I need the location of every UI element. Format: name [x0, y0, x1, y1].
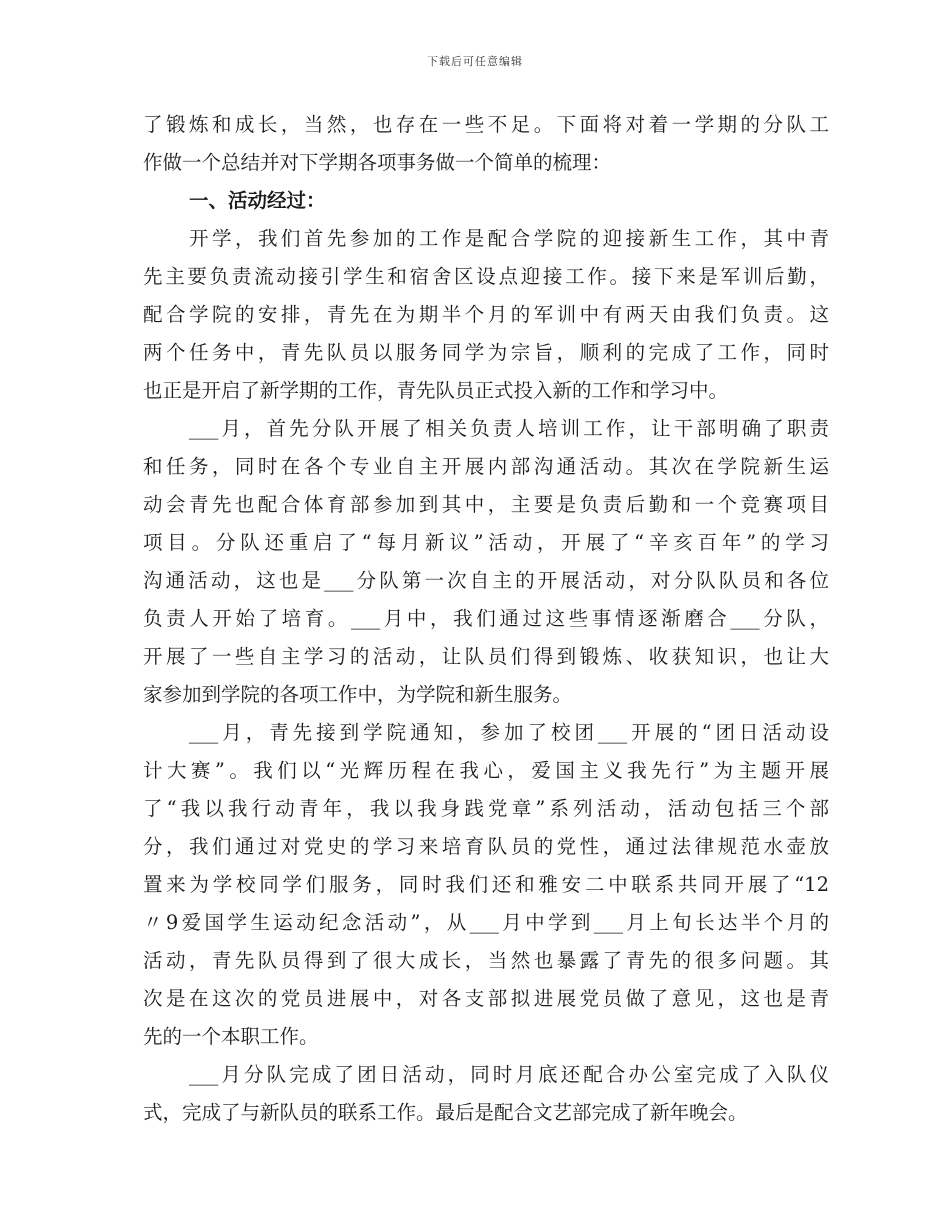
text-line: 开学，我们首先参加的工作是配合学院的迎接新生工作，其中青 [189, 227, 829, 250]
text-line: 置来为学校同学们服务，同时我们还和雅安二中联系共同开展了“12 [143, 873, 829, 896]
text-line: 项目。分队还重启了“每月新议”活动，开展了“辛亥百年”的学习 [143, 531, 829, 554]
text-line: 开展了一些自主学习的活动，让队员们得到锻炼、收获知识，也让大 [143, 645, 829, 668]
section-heading: 一、活动经过： [189, 189, 326, 212]
text-line: 沟通活动，这也是___分队第一次自主的开展活动，对分队队员和各位 [143, 569, 829, 592]
text-line: 两个任务中，青先队员以服务同学为宗旨，顺利的完成了工作，同时 [143, 341, 829, 364]
text-line: 了“我以我行动青年，我以我身践党章”系列活动，活动包括三个部 [143, 797, 829, 820]
text-line: ___月，首先分队开展了相关负责人培训工作，让干部明确了职责 [189, 417, 829, 440]
text-line: 动会青先也配合体育部参加到其中，主要是负责后勤和一个竞赛项目 [143, 493, 829, 516]
text-line: 式，完成了与新队员的联系工作。最后是配合文艺部完成了新年晚会。 [143, 1101, 748, 1124]
text-line: 〃9爱国学生运动纪念活动”，从___月中学到___月上旬长达半个月的 [143, 911, 829, 934]
text-line: 和任务，同时在各个专业自主开展内部沟通活动。其次在学院新生运 [143, 455, 829, 478]
text-line: 活动，青先队员得到了很大成长，当然也暴露了青先的很多问题。其 [143, 949, 829, 972]
text-line: 了锻炼和成长，当然，也存在一些不足。下面将对着一学期的分队工 [143, 113, 829, 136]
text-line: 家参加到学院的各项工作中，为学院和新生服务。 [143, 683, 573, 706]
text-line: 负责人开始了培育。___月中，我们通过这些事情逐渐磨合___分队， [143, 607, 829, 630]
text-line: 分，我们通过对党史的学习来培育队员的党性，通过法律规范水壶放 [143, 835, 829, 858]
text-line: 作做一个总结并对下学期各项事务做一个简单的梳理： [143, 151, 612, 174]
text-line: 次是在这次的党员进展中，对各支部拟进展党员做了意见，这也是青 [143, 987, 829, 1010]
text-line: 计大赛”。我们以“光辉历程在我心，爱国主义我先行”为主题开展 [143, 759, 829, 782]
text-line: 也正是开启了新学期的工作，青先队员正式投入新的工作和学习中。 [143, 379, 729, 402]
page-header: 下载后可任意编辑 [427, 55, 523, 68]
text-line: 先的一个本职工作。 [143, 1025, 319, 1048]
text-line: 配合学院的安排，青先在为期半个月的军训中有两天由我们负责。这 [143, 303, 829, 326]
text-line: ___月，青先接到学院通知，参加了校团___开展的“团日活动设 [189, 721, 829, 744]
text-line: ___月分队完成了团日活动，同时月底还配合办公室完成了入队仪 [189, 1063, 829, 1086]
document-body [143, 106, 829, 1132]
text-line: 先主要负责流动接引学生和宿舍区设点迎接工作。接下来是军训后勤， [143, 265, 829, 288]
